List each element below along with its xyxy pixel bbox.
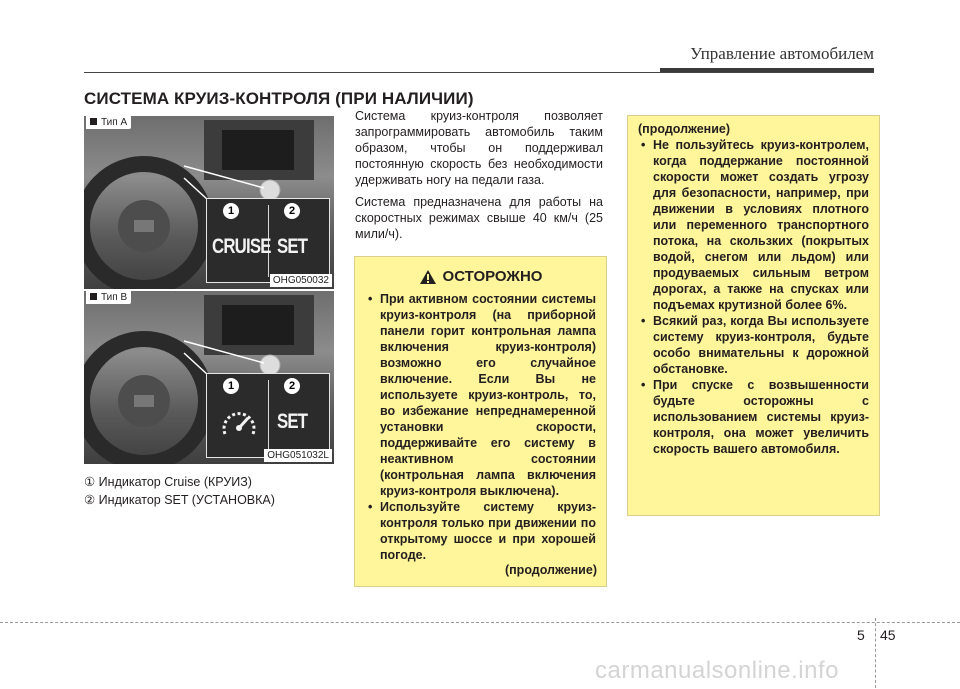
speedometer-icon: [219, 406, 259, 442]
paragraph: Система круиз-контроля позволяет запрограммировать автомобиль таким образом, чтобы он поддерживал постоянную скорость без необходимости удерживать ногу на педали газа.: [355, 109, 603, 187]
list-item: • При спуске с возвышенности будьте осторожны с использованием системы круиз-контроля, она может увеличить скорость вашего автомобиля.: [637, 377, 869, 457]
callout-1: 1: [223, 378, 239, 394]
figure-type-label: Тип А: [86, 116, 131, 129]
footer-divider: [875, 618, 876, 688]
set-indicator: SET: [277, 410, 308, 433]
header-rule-accent: [660, 68, 874, 72]
list-item: • Не пользуйтесь круиз-контролем, когда поддержание постоянной скорости может создать угрозу для безопасности, например, при движении в условиях плотного или переменного транспортного потока, на скользких (покрытых водой, снегом или льдом) или продуваемых сильным ветром дорогах, а также на спусках или подъемах крутизной более 6%.: [637, 137, 869, 313]
section-title: СИСТЕМА КРУИЗ-КОНТРОЛЯ (ПРИ НАЛИЧИИ): [84, 89, 474, 108]
figure-captions: [84, 473, 275, 509]
header-title: Управление автомобилем: [690, 44, 874, 63]
footer-rule: [0, 622, 960, 623]
intro-text: [355, 108, 603, 248]
warning-heading: ОСТОРОЖНО: [355, 268, 606, 285]
watermark: carmanualsonline.info: [595, 657, 839, 684]
paragraph: Система предназначена для работы на скоростных режимах свыше 40 км/ч (25 мили/ч).: [355, 195, 603, 241]
callout-2: 2: [284, 203, 300, 219]
list-item: • Всякий раз, когда Вы используете систему круиз-контроля, будьте особо внимательны к дорожной обстановке.: [637, 313, 869, 377]
cruise-indicator: CRUISE: [212, 235, 271, 258]
continued-note: (продолжение): [504, 563, 597, 577]
header-rule: [84, 72, 874, 73]
figure-code: OHG050032: [270, 274, 332, 287]
callout-1: 1: [223, 203, 239, 219]
indicator-inset-a: [206, 198, 330, 283]
list-item: • Используйте систему круиз-контроля только при движении по открытому шоссе и при хорошей погоде.: [364, 499, 596, 563]
continued-warning-box: [627, 115, 880, 516]
continued-list: [637, 137, 869, 457]
indicator-inset-b: [206, 373, 330, 458]
figure-type-label: Тип В: [86, 291, 131, 304]
continued-heading: (продолжение): [638, 122, 731, 136]
caption-set: ② Индикатор SET (УСТАНОВКА): [84, 493, 275, 507]
warning-list: [364, 291, 596, 563]
figure-code: OHG051032L: [264, 449, 332, 462]
figure-type-a: [84, 116, 334, 289]
page-number: 45: [880, 627, 896, 643]
section-number: 5: [857, 627, 865, 643]
figure-type-b: [84, 291, 334, 464]
warning-triangle-icon: [419, 269, 437, 285]
caption-cruise: ① Индикатор Cruise (КРУИЗ): [84, 475, 252, 489]
list-item: • При активном состоянии системы круиз-контроля (на приборной панели горит контрольная лампа включения круиз-контроля) возможно его случайное включение. Если Вы не используете круиз-контроль, то, во избежание непреднамеренной установки скорости, поддерживайте его систему в неактивном состоянии (контрольная лампа включения круиз-контроля выключена).: [364, 291, 596, 499]
warning-box: [354, 256, 607, 587]
set-indicator: SET: [277, 235, 308, 258]
callout-2: 2: [284, 378, 300, 394]
